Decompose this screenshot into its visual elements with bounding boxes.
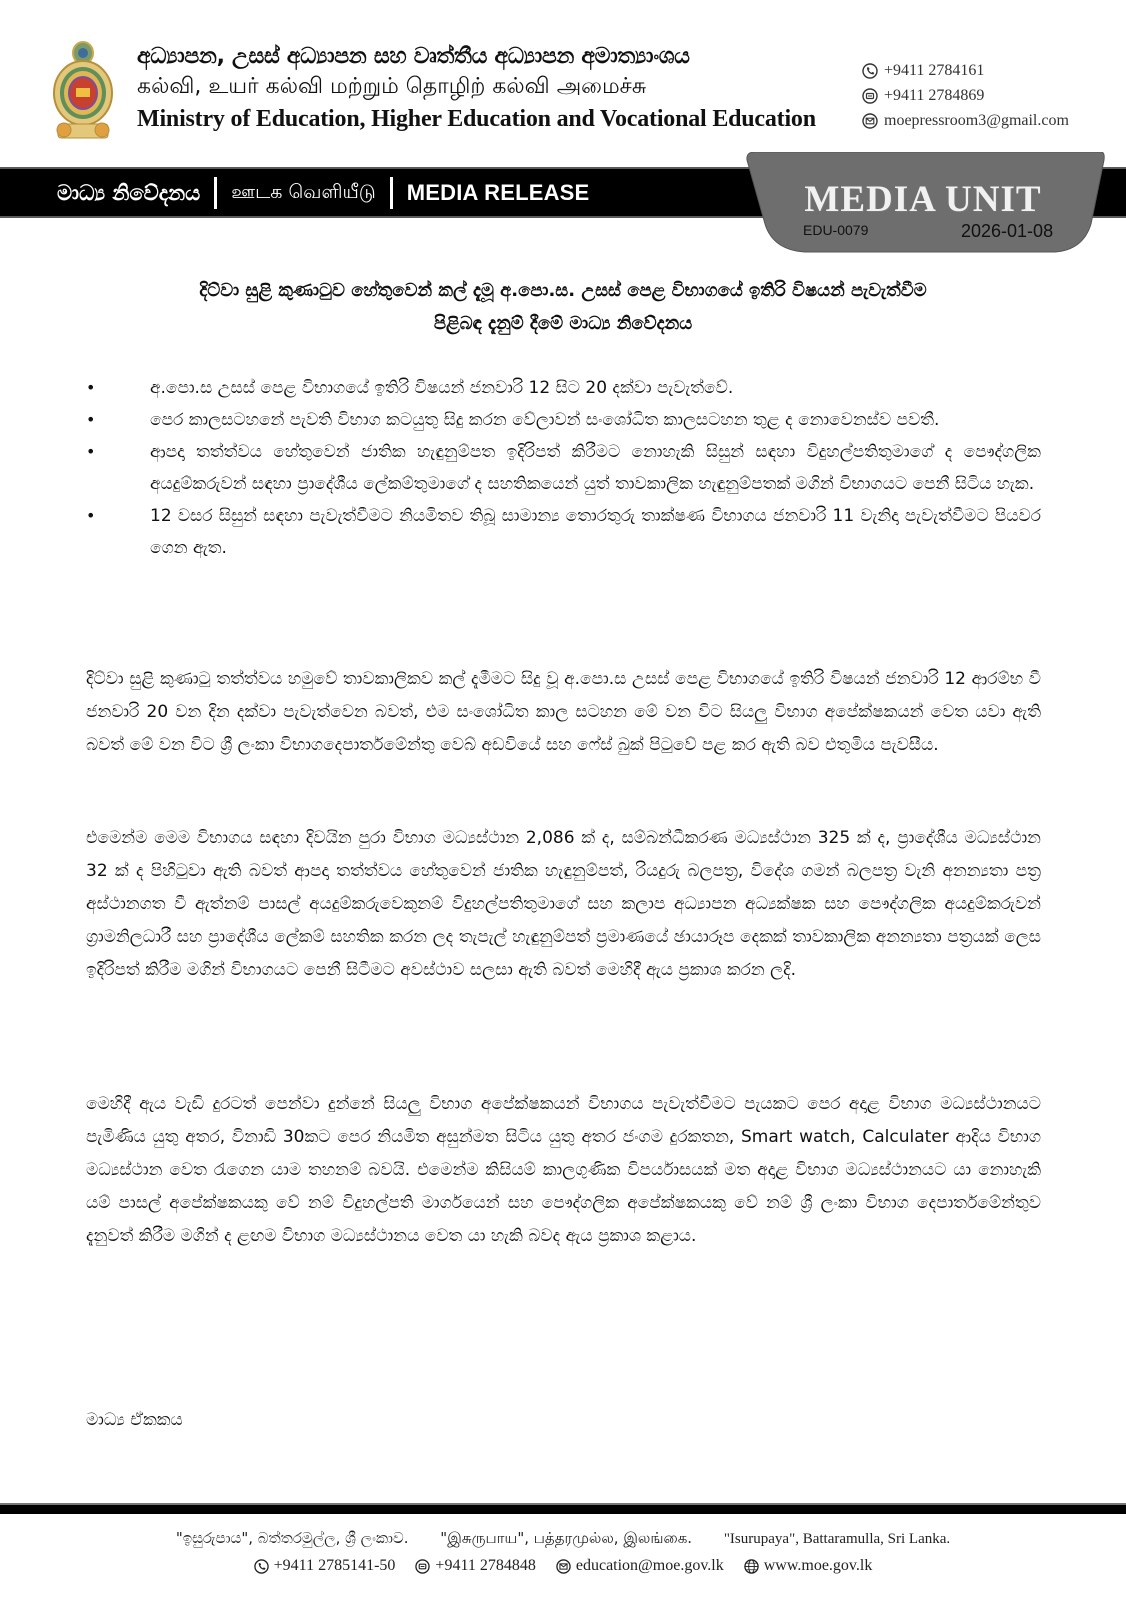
header-email: moepressroom3@gmail.com [862,108,1069,133]
footer-fax: +9411 2784848 [415,1552,535,1580]
ministry-name-block [137,42,817,136]
sri-lanka-emblem-logo [52,40,114,142]
bullet-icon: • [86,442,96,461]
globe-icon [744,1559,759,1574]
phone-icon [254,1559,269,1574]
address-english: "Isurupaya", Battaramulla, Sri Lanka. [723,1531,951,1547]
headline-line-1: දිට්වා සුළි කුණාටුව හේතුවෙන් කල් දැමූ අ.පො.ස. උසස් පෙළ විභාගයේ ඉතිරි විෂයන් පැවැත්වීම [199,280,927,301]
band-label-english: MEDIA RELEASE [406,180,590,205]
band-divider [214,177,217,209]
ministry-name-english: Ministry of Education, Higher Education and Vocational Education [137,106,816,132]
footer-address [0,1525,1126,1552]
band-label-sinhala: මාධ්‍ය නිවේදනය [57,180,201,205]
headline-line-2: පිළිබඳ දැනුම් දීමේ මාධ්‍ය නිවේදනය [433,313,693,334]
release-reference: EDU-0079 [803,222,869,238]
header-contacts [862,58,1069,133]
footer-divider [0,1503,1126,1514]
footer-website[interactable]: www.moe.gov.lk [744,1552,873,1580]
media-unit-title: MEDIA UNIT [804,179,1042,220]
footer-contacts [0,1552,1126,1580]
footer-email[interactable]: education@moe.gov.lk [556,1552,724,1580]
media-unit-tab [733,152,1113,256]
header-phone: +9411 2784161 [862,58,1069,83]
body-paragraph: එමෙන්ම මෙම විභාගය සඳහා දිවයින පුරා විභාග මධ්‍යස්ථාන 2,086 ක් ද, සම්බන්ධීකරණ මධ්‍යස්ථාන 325 ක් ද, ප්‍රාදේශීය මධ්‍යස්ථාන 32 ක් ද පිහිටුවා ඇති බවත් ආපදා තත්ත්වය හේතුවෙන් ජාතික හැඳුනුම්පත්, රියදුරු බලපත්‍ර, විදේශ ගමන් බලපත්‍ර වැනි අනන්‍යතා පත්‍ර අස්ථානගත වී ඇත්නම් පාසල් අයදුම්කරුවෙකුනම් විදුහල්පතිතුමාගේ සහ කලාප අධ්‍යාපන අධ්‍යක්ෂක සහ පෞද්ගලික අයදුම්කරුවන් ග්‍රාමනිලධාරී සහ ප්‍රාදේශීය ලේකම් සහතික කරන ලද තැපැල් හැඳුනුම්පත් ප්‍රමාණයේ ඡායාරූප දෙකක් තාවකාලික අනන්‍යතා පත්‍රයක් ලෙස ඉදිරිපත් කිරීම මගින් විභාගයට පෙනී සිටීමට අවස්ථාව සලසා ඇති බවත් මෙහිදී ඇය ප්‍රකාශ කරන ලදි. [86,828,1041,980]
ministry-name-tamil: கல்வி, உயர் கல்வி மற்றும் தொழிற் கல்வி அமைச்சு [137,74,647,99]
release-headline [80,274,1046,340]
address-tamil: "இசுருபாய", பத்தரமுல்ல, இலங்கை. [440,1529,693,1547]
bullet-icon: • [86,410,96,429]
list-item: • 12 වසර සිසුන් සඳහා පැවැත්වීමට නියමිතව තිබූ සාමාන්‍ය තොරතුරු තාක්ෂණ විභාගය ජනවාරි 11 වැනිදා පැවැත්වීමට පියවර ගෙන ඇත. [86,500,1041,564]
release-date: 2026-01-08 [961,221,1054,241]
email-icon [556,1559,571,1574]
media-release-labels [57,177,589,209]
body-paragraph: මෙහිදී ඇය වැඩි දුරටත් පෙන්වා දුන්නේ සියලු විභාග අපේක්ෂකයන් විභාගය පැවැත්වීමට පැයකට පෙර අදාළ විභාග මධ්‍යස්ථානයට පැමිණිය යුතු අතර, විනාඩි 30කට පෙර නියමිත අසුන්මත සිටිය යුතු අතර ජංගම දුරකතන, Smart watch, Calculater ආදිය විභාග මධ්‍යස්ථාන වෙත රැගෙන යාම තහනම් බවයි. එමෙන්ම කිසියම් කාලගුණික විපර්යාසයක් මත අදාළ විභාග මධ්‍යස්ථානයට යා නොහැකි යම් පාසල් අපේක්ෂකයකු වේ නම් විදුහල්පති මාර්ගයෙන් සහ පෞද්ගලික අපේක්ෂකයකු වේ නම් ශ්‍රී ලංකා විභාග දෙපාර්තමේන්තුව දැනුවත් කිරීම මගින් ද ළඟම විභාග මධ්‍යස්ථානය වෙත යා හැකි බවද ඇය ප්‍රකාශ කළාය. [86,1094,1041,1246]
bullet-icon: • [86,506,96,525]
signoff-media-unit: මාධ්‍ය ඒකකය [86,1410,183,1430]
band-divider [390,177,393,209]
ministry-name-sinhala: අධ්‍යාපන, උසස් අධ්‍යාපන සහ වෘත්තීය අධ්‍යාපන අමාත්‍යාංශය [137,44,690,69]
fax-icon [415,1559,430,1574]
address-sinhala: "ඉසුරුපාය", බත්තරමුල්ල, ශ්‍රී ලංකාව. [175,1529,409,1547]
header-fax: +9411 2784869 [862,83,1069,108]
list-item: • ආපදා තත්ත්වය හේතුවෙන් ජාතික හැඳුනුම්පත ඉදිරිපත් කිරීමට නොහැකි සිසුන් සඳහා විදුහල්පතිතුමාගේ ද පෞද්ගලික අයදුම්කරුවන් සඳහා ප්‍රාදේශීය ලේකම්තුමාගේ ද සහතිකයෙන් යුත් තාවකාලික හැඳුනුම්පතක් මගින් විභාගයට පෙනී සිටිය හැක. [86,436,1041,500]
email-icon [862,113,878,129]
phone-icon [862,63,878,79]
key-points-list [86,372,1041,564]
fax-icon [862,88,878,104]
body-paragraph: දිට්වා සුළි කුණාටු තත්ත්වය හමුවේ තාවකාලිකව කල් දැමීමට සිදු වූ අ.පො.ස උසස් පෙළ විභාගයේ ඉතිරි විෂයන් ජනවාරි 12 ආරම්භ වී ජනවාරි 20 වන දින දක්වා පැවැත්වෙන බවත්, එම සංශෝධිත කාල සටහන මේ වන විට සියලු විභාග අපේක්ෂකයන් වෙත යවා ඇති බවත් මේ වන විට ශ්‍රී ලංකා විභාගදෙපාර්තමේන්තු වෙබ් අඩවියේ සහ ෆේස් බුක් පිටුවේ පළ කර ඇති බව එතුමිය පැවසීය. [86,669,1041,755]
footer [0,1525,1126,1580]
footer-phone: +9411 2785141-50 [254,1552,396,1580]
list-item: • අ.පො.ස උසස් පෙළ විභාගයේ ඉතිරි විෂයන් ජනවාරි 12 සිට 20 දක්වා පැවැත්වේ. [86,372,1041,404]
bullet-icon: • [86,378,96,397]
list-item: • පෙර කාලසටහනේ පැවති විභාග කටයුතු සිදු කරන වේලාවන් සංශෝධිත කාලසටහන තුළ ද නොවෙනස්ව පවතී. [86,404,1041,436]
band-label-tamil: ஊடக வெளியீடு [231,180,376,203]
